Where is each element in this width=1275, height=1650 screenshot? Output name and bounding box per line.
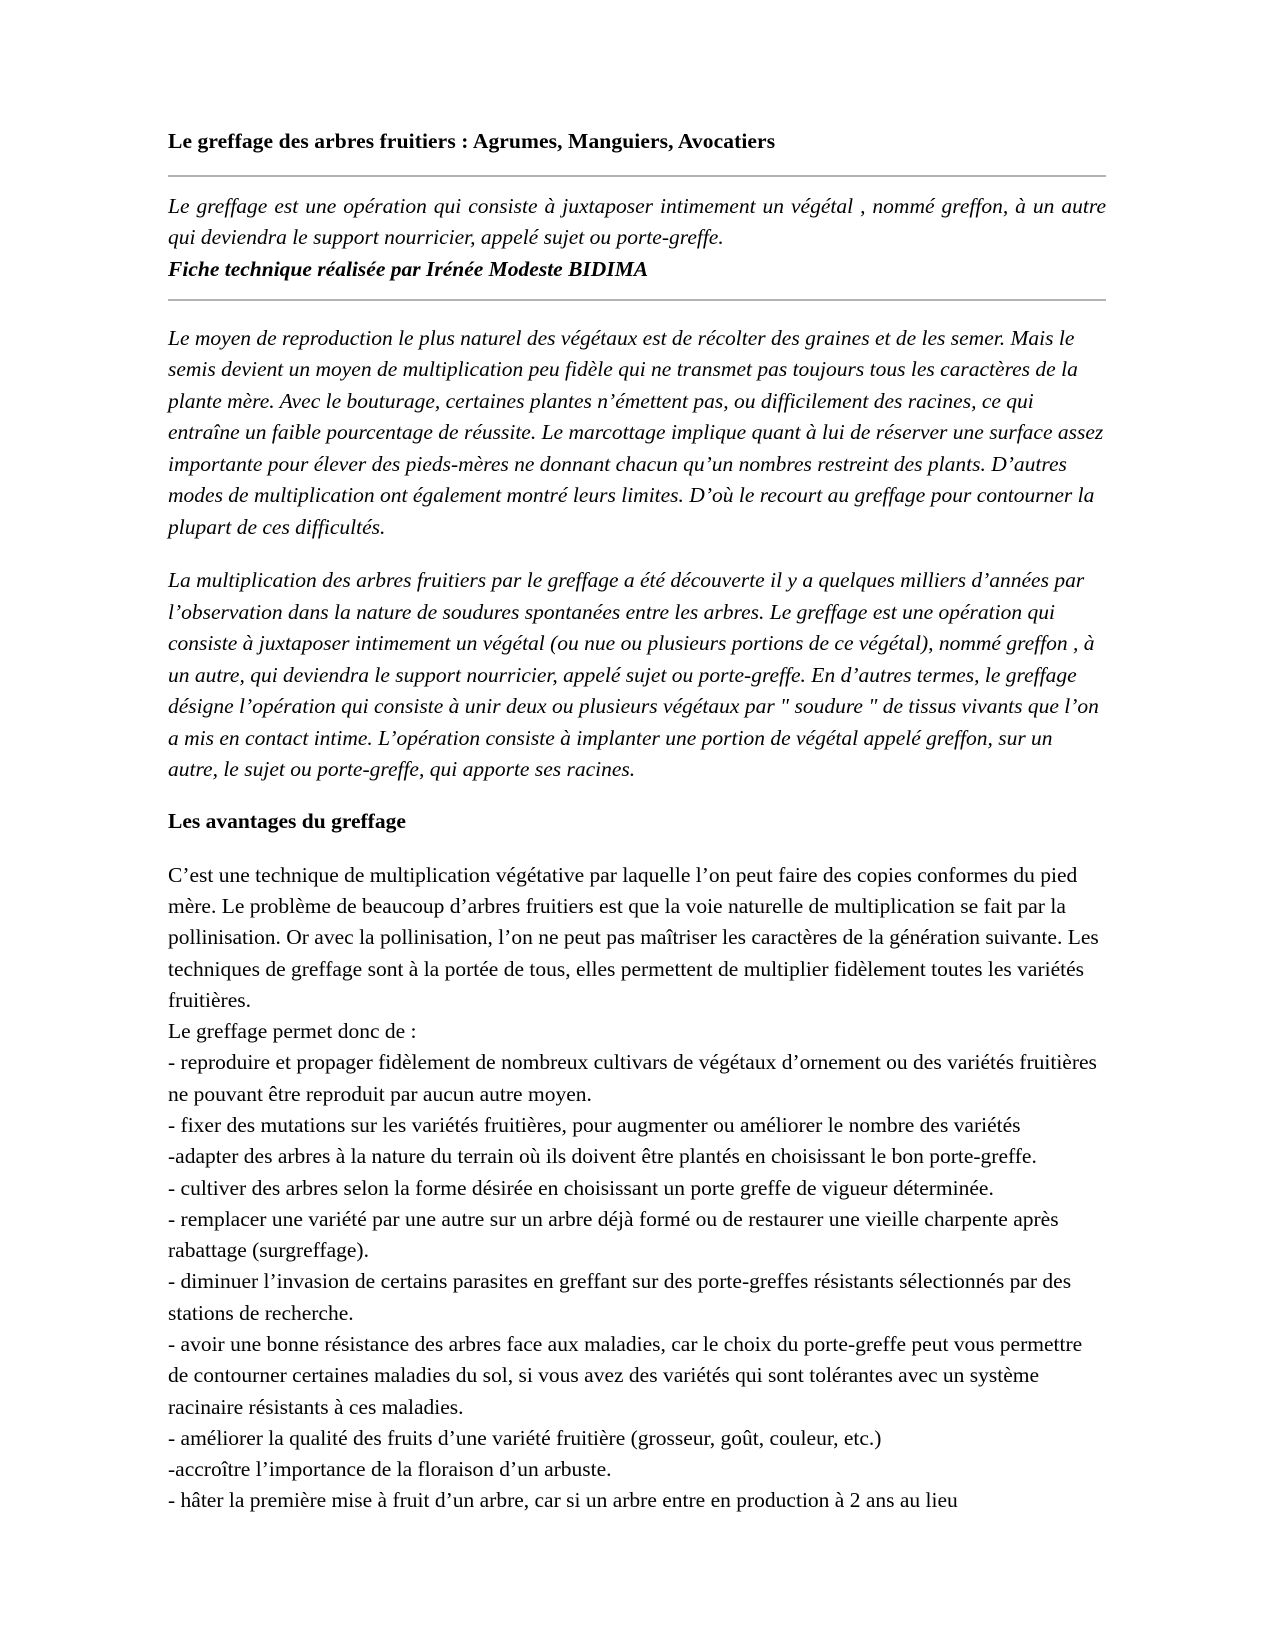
list-item: - reproduire et propager fidèlement de nombreux cultivars de végétaux d’ornement ou des variétés fruitières ne pouvant être reproduit par aucun autre moyen. <box>168 1050 1097 1106</box>
section-intro-paragraph: C’est une technique de multiplication végétative par laquelle l’on peut faire des copies conformes du pied mère. Le problème de beaucoup d’arbres fruitiers est que la voie naturelle de multiplication se fait par la pollinisation. Or avec la pollinisation, l’on ne peut pas maîtriser les caractères de la génération suivante. Les techniques de greffage sont à la portée de tous, elles permettent de multiplier fidèlement toutes les variétés fruitières. <box>168 862 1099 1012</box>
intro-block <box>168 177 1106 299</box>
list-lead-text: Le greffage permet donc de : <box>168 1019 417 1044</box>
body-paragraph-1: Le moyen de reproduction le plus naturel des végétaux est de récolter des graines et de les semer. Mais le semis devient un moyen de multiplication peu fidèle qui ne transmet pas toujours tous les caractères de la plante mère. Avec le bouturage, certaines plantes n’émettent pas, ou difficilement des racines, ce qui entraîne un faible pourcentage de réussite. Le marcottage implique quant à lui de réserver une surface assez importante pour élever des pieds-mères ne donnant chacun qu’un nombres restreint des plants. D’autres modes de multiplication ont également montré leurs limites. D’où le recourt au greffage pour contourner la plupart de ces difficultés. <box>168 326 1104 539</box>
body-paragraph-2: La multiplication des arbres fruitiers par le greffage a été découverte il y a quelques milliers d’années par l’observation dans la nature de soudures spontanées entre les arbres. Le greffage est une opération qui consiste à juxtaposer intimement un végétal (ou nue ou plusieurs portions de ce végétal), nommé greffon , à un autre, qui deviendra le support nourricier, appelé sujet ou porte-greffe. En d’autres termes, le greffage désigne l’opération qui consiste à unir deux ou plusieurs végétaux par " soudure " de tissus vivants que l’on a mis en contact intime. L’opération consiste à implanter une portion de végétal appelé greffon, sur un autre, le sujet ou porte-greffe, qui apporte ses racines. <box>168 568 1099 782</box>
list-item: -accroître l’importance de la floraison d’un arbuste. <box>168 1457 612 1482</box>
list-item: - avoir une bonne résistance des arbres face aux maladies, car le choix du porte-greffe peut vous permettre de contourner certaines maladies du sol, si vous avez des variétés qui sont tolérantes avec un système racinaire résistants à ces maladies. <box>168 1331 1083 1419</box>
list-item: - améliorer la qualité des fruits d’une variété fruitière (grosseur, goût, couleur, etc.) <box>168 1425 882 1450</box>
document-content <box>168 128 1106 1517</box>
byline: Fiche technique réalisée par Irénée Modeste BIDIMA <box>168 256 649 281</box>
list-item: - diminuer l’invasion de certains parasites en greffant sur des porte-greffes résistants sélectionnés par des stations de recherche. <box>168 1269 1072 1325</box>
list-item: - fixer des mutations sur les variétés fruitières, pour augmenter ou améliorer le nombre des variétés <box>168 1112 1021 1137</box>
list-item: -adapter des arbres à la nature du terrain où ils doivent être plantés en choisissant le bon porte-greffe. <box>168 1144 1037 1169</box>
list-item: - cultiver des arbres selon la forme désirée en choisissant un porte greffe de vigueur déterminée. <box>168 1175 994 1200</box>
intro-lead-paragraph: Le greffage est une opération qui consiste à juxtaposer intimement un végétal , nommé greffon, à un autre qui deviendra le support nourricier, appelé sujet ou porte-greffe. <box>168 193 1106 250</box>
section-heading-avantages: Les avantages du greffage <box>168 808 406 833</box>
list-item: - hâter la première mise à fruit d’un arbre, car si un arbre entre en production à 2 ans au lieu <box>168 1488 958 1513</box>
advantages-list <box>168 1047 1106 1516</box>
page-title: Le greffage des arbres fruitiers : Agrumes, Manguiers, Avocatiers <box>168 129 776 153</box>
divider-bottom <box>168 299 1106 301</box>
list-item: - remplacer une variété par une autre sur un arbre déjà formé ou de restaurer une vieille charpente après rabattage (surgreffage). <box>168 1206 1059 1263</box>
